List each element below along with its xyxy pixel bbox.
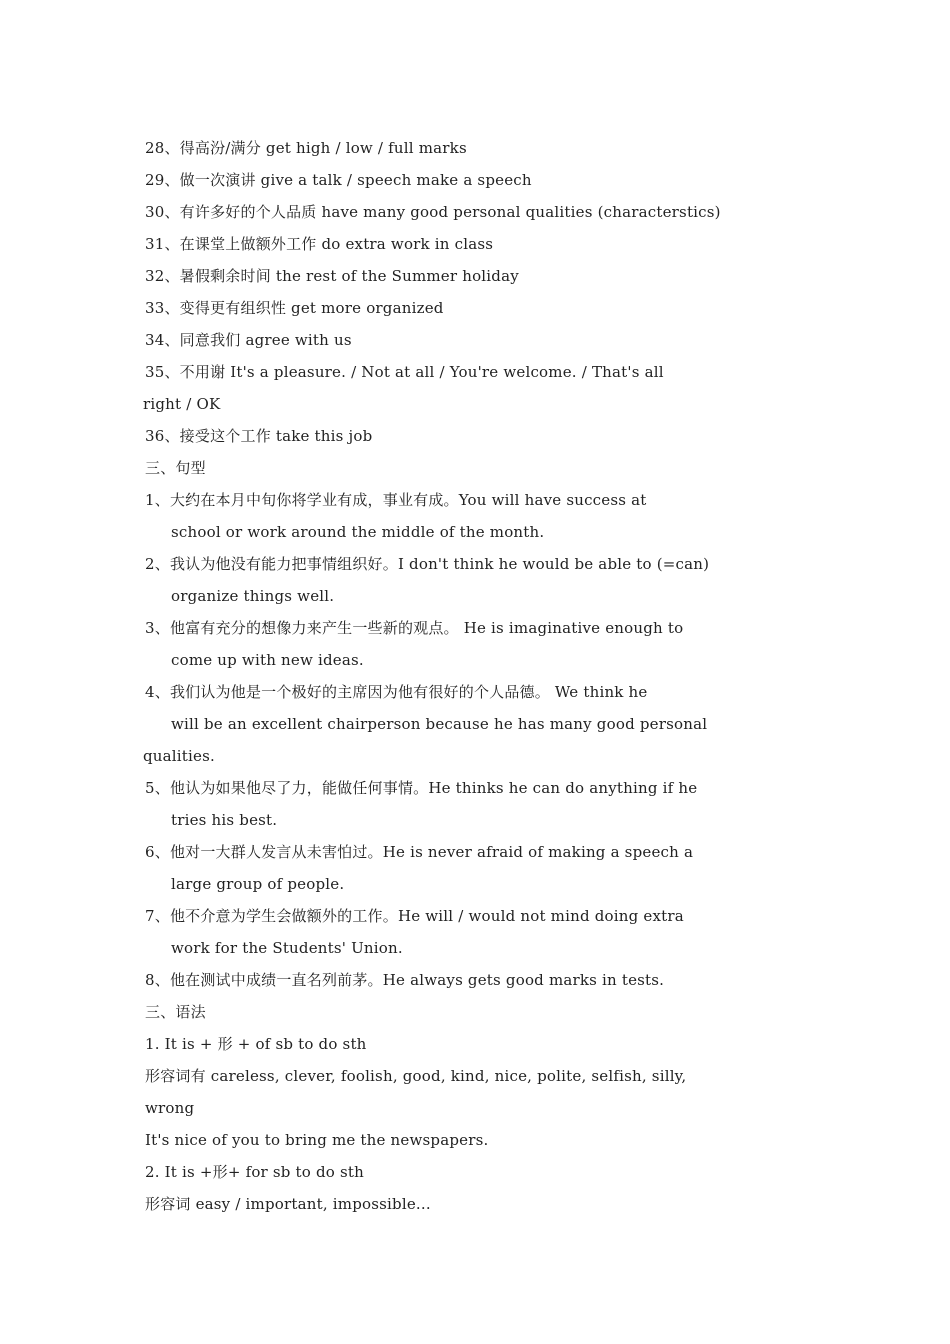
- text-line: 30、有许多好的个人品质 have many good personal qualities (characterstics): [145, 203, 721, 221]
- text-line: 32、暑假剩余时间 the rest of the Summer holiday: [145, 267, 519, 285]
- text-line: 2. It is +形+ for sb to do sth: [145, 1163, 364, 1181]
- text-line: 35、不用谢 It's a pleasure. / Not at all / You're welcome. / That's all: [145, 363, 664, 381]
- text-line: qualities.: [143, 747, 215, 765]
- text-line: 3、他富有充分的想像力来产生一些新的观点。 He is imaginative enough to: [145, 619, 684, 637]
- text-line: large group of people.: [171, 875, 345, 893]
- text-line: 7、他不介意为学生会做额外的工作。He will / would not mind doing extra: [145, 907, 684, 925]
- text-line: 28、得高汾/满分 get high / low / full marks: [145, 139, 467, 157]
- text-line: 34、同意我们 agree with us: [145, 331, 352, 349]
- text-line: 33、变得更有组织性 get more organized: [145, 299, 444, 317]
- text-line: work for the Students' Union.: [171, 939, 403, 957]
- text-line: 8、他在测试中成绩一直名列前茅。He always gets good marks in tests.: [145, 971, 665, 989]
- section-heading: 三、句型: [145, 459, 206, 477]
- text-line: right / OK: [143, 395, 221, 413]
- text-line: 36、接受这个工作 take this job: [145, 427, 373, 445]
- text-line: It's nice of you to bring me the newspapers.: [145, 1131, 489, 1149]
- text-line: 形容词 easy / important, impossible...: [145, 1195, 431, 1213]
- text-line: 1. It is + 形 + of sb to do sth: [145, 1035, 367, 1053]
- text-line: school or work around the middle of the month.: [171, 523, 545, 541]
- document-body: [145, 136, 835, 1224]
- text-line: wrong: [145, 1099, 195, 1117]
- text-line: 6、他对一大群人发言从未害怕过。He is never afraid of making a speech a: [145, 843, 694, 861]
- text-line: 31、在课堂上做额外工作 do extra work in class: [145, 235, 494, 253]
- section-heading: 三、语法: [145, 1003, 206, 1021]
- text-line: come up with new ideas.: [171, 651, 364, 669]
- text-line: 形容词有 careless, clever, foolish, good, kind, nice, polite, selfish, silly,: [145, 1067, 687, 1085]
- text-line: 5、他认为如果他尽了力，能做任何事情。He thinks he can do anything if he: [145, 779, 698, 797]
- text-line: 4、我们认为他是一个极好的主席因为他有很好的个人品德。 We think he: [145, 683, 648, 701]
- text-line: organize things well.: [171, 587, 335, 605]
- text-line: 29、做一次演讲 give a talk / speech make a speech: [145, 171, 532, 189]
- text-line: tries his best.: [171, 811, 278, 829]
- text-line: 2、我认为他没有能力把事情组织好。I don't think he would be able to (=can): [145, 555, 710, 573]
- text-line: 1、大约在本月中旬你将学业有成，事业有成。You will have success at: [145, 491, 647, 509]
- text-line: will be an excellent chairperson because he has many good personal: [171, 715, 708, 733]
